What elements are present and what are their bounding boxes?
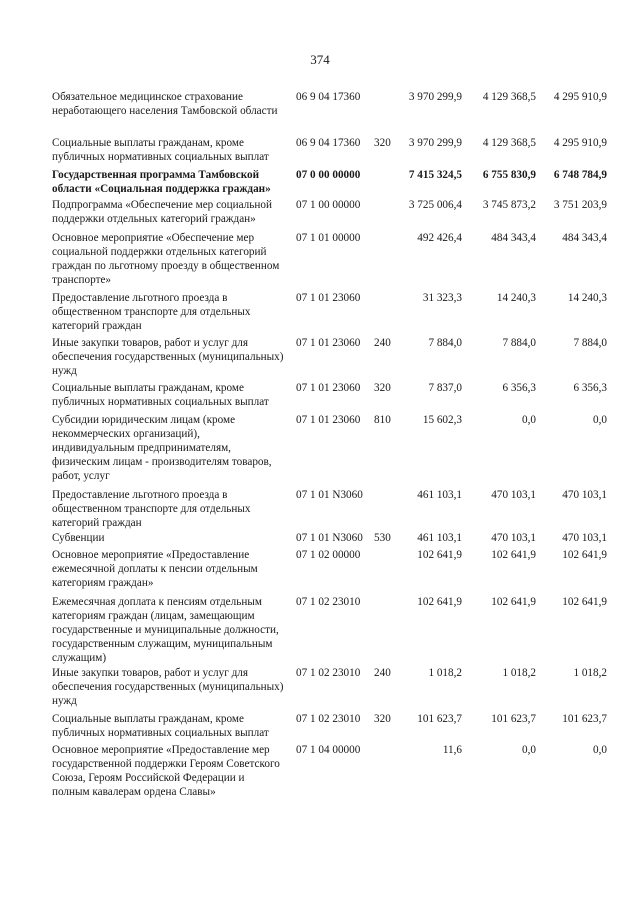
row-value-year-2: 3 745 873,2 [482,199,536,211]
row-code: 07 1 00 00000 [296,199,361,211]
row-value-year-1: 31 323,3 [422,292,462,304]
row-code: 06 9 04 17360 [296,91,361,103]
row-value-year-2: 0,0 [522,414,536,426]
row-value-year-2: 1 018,2 [502,667,536,679]
row-code: 07 1 02 23010 [296,596,361,608]
row-name: Ежемесячная доплата к пенсиям отдельным категориям граждан (лицам, замещающим государственные и муниципальные должности, государственным служащим, муниципальным служащим) [52,596,279,664]
row-name: Основное мероприятие «Обеспечение мер социальной поддержки отдельных категорий граждан по льготному проезду в общественном транспорте» [52,232,280,286]
row-value-year-2: 0,0 [522,744,536,756]
row-name: Предоставление льготного проезда в общественном транспорте для отдельных категорий граждан [52,292,251,332]
row-name: Социальные выплаты гражданам, кроме публичных нормативных социальных выплат [52,382,269,408]
row-value-year-3: 470 103,1 [562,532,607,544]
row-value-year-3: 4 295 910,9 [553,91,607,103]
row-value-year-2: 4 129 368,5 [482,91,536,103]
row-value-year-2: 102 641,9 [491,596,536,608]
row-code: 07 1 01 23060 [296,382,361,394]
row-name: Иные закупки товаров, работ и услуг для обеспечения государственных (муниципальных) нужд [52,667,284,707]
row-value-year-1: 102 641,9 [417,596,462,608]
row-value-year-2: 470 103,1 [491,489,536,501]
row-value-year-3: 7 884,0 [573,337,607,349]
row-value-year-2: 14 240,3 [496,292,536,304]
row-value-year-3: 3 751 203,9 [553,199,607,211]
row-value-year-2: 4 129 368,5 [482,137,536,149]
row-value-year-2: 484 343,4 [491,232,536,244]
row-value-year-3: 6 748 784,9 [553,169,607,181]
row-name: Социальные выплаты гражданам, кроме публичных нормативных социальных выплат [52,137,269,163]
row-value-year-3: 470 103,1 [562,489,607,501]
row-value-year-2: 6 356,3 [502,382,536,394]
row-expense-type: 320 [374,382,391,394]
row-value-year-3: 484 343,4 [562,232,607,244]
row-name: Государственная программа Тамбовской области «Социальная поддержка граждан» [52,169,271,195]
page-number: 374 [310,52,330,67]
row-value-year-2: 7 884,0 [502,337,536,349]
row-expense-type: 320 [374,713,391,725]
row-name: Иные закупки товаров, работ и услуг для обеспечения государственных (муниципальных) нужд [52,337,284,377]
row-code: 07 1 01 00000 [296,232,361,244]
row-value-year-1: 1 018,2 [428,667,462,679]
row-value-year-1: 7 837,0 [428,382,462,394]
row-value-year-1: 15 602,3 [422,414,462,426]
row-code: 07 1 01 N3060 [296,489,363,501]
row-value-year-3: 102 641,9 [562,596,607,608]
row-value-year-2: 470 103,1 [491,532,536,544]
row-expense-type: 810 [374,414,391,426]
row-expense-type: 320 [374,137,391,149]
row-code: 07 1 01 23060 [296,292,361,304]
row-name: Предоставление льготного проезда в общественном транспорте для отдельных категорий граждан [52,489,251,529]
row-name: Основное мероприятие «Предоставление мер государственной поддержки Героям Советского Союза, Героям Российской Федерации и полным кавалерам ордена Славы» [52,744,280,798]
row-code: 07 1 02 00000 [296,549,361,561]
row-code: 07 1 01 23060 [296,414,361,426]
row-value-year-3: 6 356,3 [573,382,607,394]
row-value-year-1: 3 725 006,4 [408,199,462,211]
row-value-year-1: 7 884,0 [428,337,462,349]
row-expense-type: 240 [374,667,391,679]
row-value-year-1: 101 623,7 [417,713,462,725]
row-value-year-1: 11,6 [442,744,462,756]
row-value-year-1: 461 103,1 [417,489,462,501]
row-name: Основное мероприятие «Предоставление ежемесячной доплаты к пенсии отдельным категориям граждан» [52,549,258,589]
row-value-year-3: 0,0 [593,744,607,756]
row-name: Субвенции [52,532,105,544]
row-value-year-2: 102 641,9 [491,549,536,561]
row-value-year-2: 101 623,7 [491,713,536,725]
row-name: Подпрограмма «Обеспечение мер социальной поддержки отдельных категорий граждан» [52,199,272,225]
row-value-year-1: 102 641,9 [417,549,462,561]
row-code: 07 1 01 N3060 [296,532,363,544]
row-value-year-1: 3 970 299,9 [408,91,462,103]
row-value-year-3: 14 240,3 [567,292,607,304]
row-code: 07 1 04 00000 [296,744,361,756]
row-value-year-2: 6 755 830,9 [482,169,536,181]
row-value-year-1: 492 426,4 [417,232,462,244]
row-name: Обязательное медицинское страхование неработающего населения Тамбовской области [52,91,278,117]
row-value-year-3: 1 018,2 [573,667,607,679]
row-value-year-1: 461 103,1 [417,532,462,544]
row-value-year-1: 7 415 324,5 [408,169,462,181]
row-name: Субсидии юридическим лицам (кроме некоммерческих организаций), индивидуальным предпринимателям, физическим лицам - производителям товаров, работ, услуг [52,414,272,482]
row-value-year-3: 102 641,9 [562,549,607,561]
row-expense-type: 530 [374,532,391,544]
row-value-year-3: 101 623,7 [562,713,607,725]
row-code: 07 0 00 00000 [296,169,361,181]
row-code: 06 9 04 17360 [296,137,361,149]
row-value-year-3: 4 295 910,9 [553,137,607,149]
row-name: Социальные выплаты гражданам, кроме публичных нормативных социальных выплат [52,713,269,739]
row-expense-type: 240 [374,337,391,349]
row-value-year-3: 0,0 [593,414,607,426]
row-value-year-1: 3 970 299,9 [408,137,462,149]
row-code: 07 1 02 23010 [296,667,361,679]
row-code: 07 1 01 23060 [296,337,361,349]
row-code: 07 1 02 23010 [296,713,361,725]
